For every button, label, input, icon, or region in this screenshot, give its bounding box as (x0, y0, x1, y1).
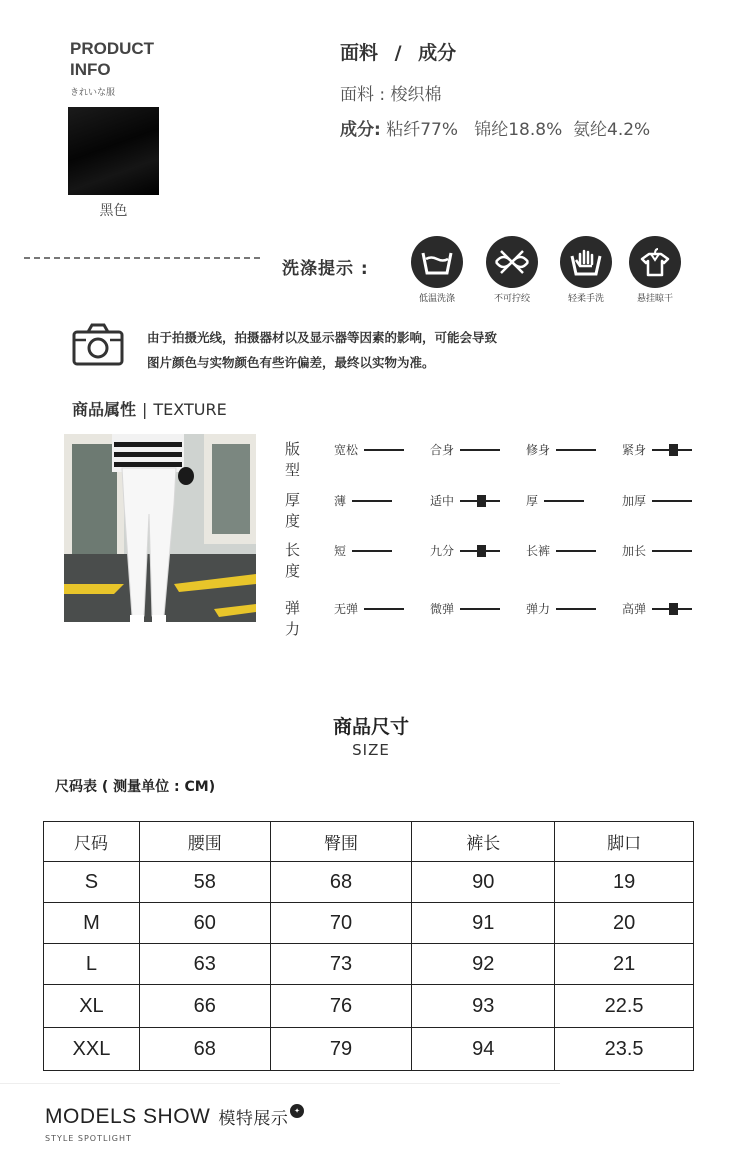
size-cell: M (44, 903, 140, 944)
models-show-heading (45, 1104, 304, 1129)
size-header-cell: 臀围 (270, 822, 412, 862)
gentle-hand-wash-icon (560, 236, 612, 288)
size-header-cell: 裤长 (412, 822, 555, 862)
attribute-option (622, 441, 692, 458)
attribute-scale-line (352, 500, 392, 502)
attribute-selected-marker (460, 550, 500, 552)
size-cell: XXL (44, 1028, 140, 1071)
attribute-option (526, 492, 584, 509)
attribute-option-label: 合身 (430, 443, 455, 457)
attribute-scale-line (460, 608, 500, 610)
attribute-option-label: 适中 (430, 494, 455, 508)
product-info-title-line2: INFO (70, 60, 111, 79)
size-cell: 93 (412, 985, 555, 1028)
attribute-option (526, 441, 596, 458)
attribute-option (622, 600, 692, 617)
color-swatch-label: 黑色 (99, 203, 128, 219)
attribute-scale-line (544, 500, 584, 502)
models-show-en: MODELS SHOW (45, 1104, 211, 1128)
attribute-option (334, 492, 392, 509)
attribute-option-label: 弹力 (526, 602, 551, 616)
no-wring-icon (486, 236, 538, 288)
wash-item-label: 低温洗涤 (418, 294, 455, 304)
size-cell: 79 (270, 1028, 412, 1071)
size-cell: 73 (270, 944, 412, 985)
low-temp-wash-icon (411, 236, 463, 288)
size-cell: 76 (270, 985, 412, 1028)
attribute-option (430, 542, 500, 559)
attribute-option (430, 600, 500, 617)
attribute-name: 长度 (285, 541, 301, 580)
attribute-option-label: 九分 (430, 544, 455, 558)
attribute-option-label: 微弹 (430, 602, 455, 616)
style-spotlight: STYLE SPOTLIGHT (45, 1134, 132, 1143)
texture-heading (72, 397, 227, 420)
attribute-name: 版型 (285, 440, 301, 479)
table-row (44, 903, 694, 944)
product-info-subtitle: きれいな服 (70, 88, 116, 98)
wash-item-hand-wash (554, 236, 618, 304)
attribute-option (622, 542, 692, 559)
attribute-scale-line (556, 608, 596, 610)
fabric-heading: 面料 / 成分 (340, 42, 457, 64)
attribute-option-label: 高弹 (622, 602, 647, 616)
attribute-option-label: 长裤 (526, 544, 551, 558)
table-row (44, 985, 694, 1028)
attribute-selected-marker (652, 449, 692, 451)
size-cell: 19 (555, 862, 694, 903)
size-header-cell: 腰围 (139, 822, 270, 862)
attribute-selected-marker (652, 608, 692, 610)
size-cell: 20 (555, 903, 694, 944)
attribute-scale-line (352, 550, 392, 552)
color-notice (147, 325, 497, 375)
washing-label: 洗涤提示 : (282, 259, 369, 279)
composition-value: 粘纤77% 锦纶18.8% 氨纶4.2% (380, 120, 651, 140)
size-cell: 58 (139, 862, 270, 903)
attribute-scale-line (652, 500, 692, 502)
wash-item-label: 轻柔手洗 (567, 294, 604, 304)
size-header-cell: 尺码 (44, 822, 140, 862)
size-cell: XL (44, 985, 140, 1028)
wash-item-label: 不可拧绞 (493, 294, 530, 304)
table-row (44, 862, 694, 903)
fabric-material: 面料 : 梭织棉 (340, 85, 442, 105)
size-table-caption: 尺码表 ( 测量单位 : CM) (55, 779, 216, 795)
camera-icon (72, 322, 124, 370)
wash-item-label: 悬挂晾干 (636, 294, 673, 304)
attribute-option (526, 542, 596, 559)
attribute-selected-marker (460, 500, 500, 502)
attribute-option (334, 441, 404, 458)
attribute-option-label: 薄 (334, 494, 347, 508)
attribute-option (334, 600, 404, 617)
color-notice-line1: 由于拍摄光线，拍摄器材以及显示器等因素的影响，可能会导致 (147, 330, 498, 345)
size-cell: 70 (270, 903, 412, 944)
size-cell: 92 (412, 944, 555, 985)
size-cell: 68 (270, 862, 412, 903)
attribute-option-label: 短 (334, 544, 347, 558)
composition-label: 成分: (340, 120, 381, 140)
attribute-scale-line (652, 550, 692, 552)
attribute-option (334, 542, 392, 559)
attribute-option-label: 加长 (622, 544, 647, 558)
dashed-divider (24, 257, 260, 259)
attribute-option-label: 加厚 (622, 494, 647, 508)
size-cell: 23.5 (555, 1028, 694, 1071)
texture-heading-separator: | (142, 400, 148, 419)
attribute-option-label: 紧身 (622, 443, 647, 457)
attribute-option-label: 厚 (526, 494, 539, 508)
attribute-option (430, 492, 500, 509)
size-cell: 22.5 (555, 985, 694, 1028)
attribute-scale-line (364, 449, 404, 451)
size-cell: 21 (555, 944, 694, 985)
attribute-scale-line (556, 449, 596, 451)
attribute-option (622, 492, 692, 509)
attribute-option-label: 修身 (526, 443, 551, 457)
size-cell: L (44, 944, 140, 985)
table-row (44, 1028, 694, 1071)
color-notice-line2: 图片颜色与实物颜色有些许偏差，最终以实物为准。 (147, 355, 435, 370)
hang-dry-icon (629, 236, 681, 288)
size-cell: 90 (412, 862, 555, 903)
wash-item-no-wring (480, 236, 544, 304)
size-cell: 66 (139, 985, 270, 1028)
size-table-header-row (44, 822, 694, 862)
wash-item-hang-dry (623, 236, 687, 304)
attribute-option-label: 宽松 (334, 443, 359, 457)
size-cell: 68 (139, 1028, 270, 1071)
texture-heading-en: TEXTURE (153, 400, 227, 419)
badge-icon: ✦ (290, 1104, 304, 1118)
size-cell: 60 (139, 903, 270, 944)
attribute-scale-line (556, 550, 596, 552)
fabric-composition (340, 115, 650, 140)
size-cell: S (44, 862, 140, 903)
size-subtitle: SIZE (352, 741, 390, 759)
attribute-option (526, 600, 596, 617)
models-show-cn: 模特展示 (218, 1109, 289, 1129)
attribute-name: 厚度 (285, 491, 301, 530)
model-photo (64, 434, 256, 622)
size-table (43, 821, 694, 1071)
attribute-option-label: 无弹 (334, 602, 359, 616)
table-row (44, 944, 694, 985)
attribute-scale-line (364, 608, 404, 610)
size-cell: 94 (412, 1028, 555, 1071)
wash-item-low-temp (405, 236, 469, 304)
color-swatch-black (68, 107, 159, 195)
attribute-scale-line (460, 449, 500, 451)
size-cell: 91 (412, 903, 555, 944)
attribute-option (430, 441, 500, 458)
size-header-cell: 脚口 (555, 822, 694, 862)
texture-heading-cn: 商品属性 (72, 400, 137, 419)
size-title: 商品尺寸 (332, 716, 409, 738)
attribute-name: 弹力 (285, 599, 301, 638)
product-info-title (70, 38, 154, 80)
size-cell: 63 (139, 944, 270, 985)
product-info-title-line1: PRODUCT (70, 39, 155, 58)
footer-divider (0, 1083, 560, 1084)
